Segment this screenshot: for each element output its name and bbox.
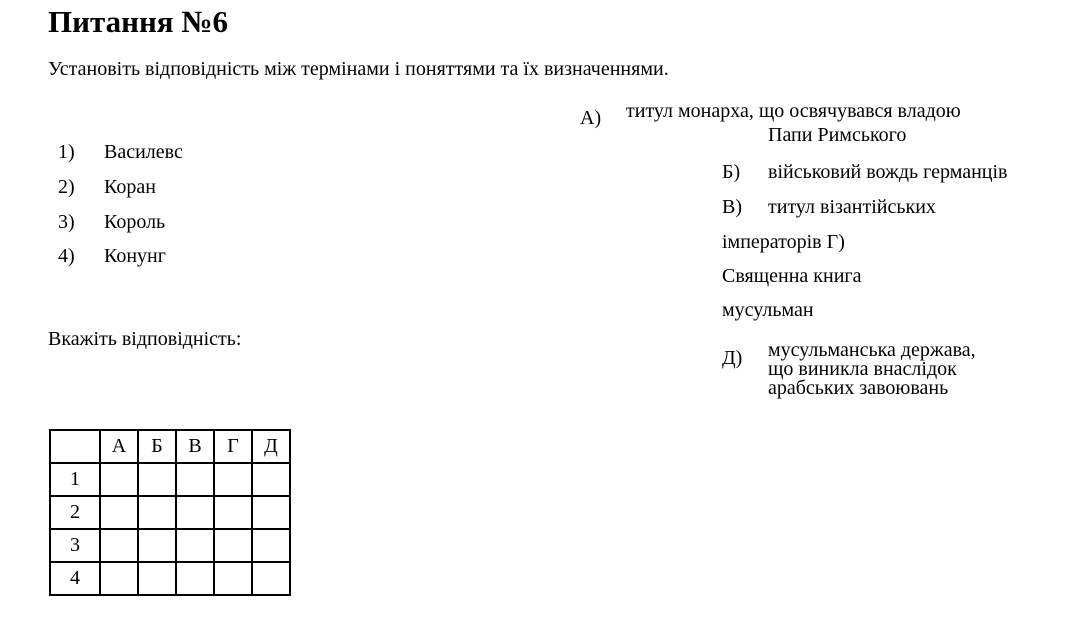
term-number: 4) — [58, 245, 75, 267]
answer-table-column-header: Г — [214, 430, 252, 463]
answer-cell[interactable] — [252, 463, 290, 496]
answer-cell[interactable] — [176, 496, 214, 529]
answer-table-row — [50, 562, 290, 595]
question-instruction: Установіть відповідність між термінами і поняттями та їх визначеннями. — [48, 58, 669, 80]
answer-table-row — [50, 529, 290, 562]
definition-line-muslims: мусульман — [722, 299, 814, 321]
definition-letter-d: Д) — [722, 347, 743, 369]
definition-letter-v: В) — [722, 196, 742, 218]
term-text: Коран — [104, 176, 156, 198]
term-number: 1) — [58, 141, 75, 163]
answer-cell[interactable] — [214, 529, 252, 562]
definition-a-line2: Папи Римського — [768, 124, 907, 146]
answer-cell[interactable] — [252, 562, 290, 595]
definition-d-line1: мусульманська держава, — [768, 339, 976, 361]
definition-line-imperators: імператорів Г) — [722, 231, 845, 253]
answer-cell[interactable] — [176, 529, 214, 562]
answer-table-column-header: В — [176, 430, 214, 463]
answer-table-row-header: 3 — [50, 529, 100, 562]
answer-cell[interactable] — [252, 496, 290, 529]
answer-label: Вкажіть відповідність: — [48, 328, 242, 350]
answer-cell[interactable] — [138, 463, 176, 496]
answer-table-row — [50, 496, 290, 529]
definition-d-line2: що виникла внаслідок — [768, 358, 957, 380]
definition-letter-a: А) — [580, 107, 602, 129]
answer-table-row-header: 4 — [50, 562, 100, 595]
answer-table-column-header: Д — [252, 430, 290, 463]
term-text: Конунг — [104, 245, 166, 267]
answer-cell[interactable] — [214, 496, 252, 529]
answer-table-row — [50, 463, 290, 496]
definition-v-text: титул візантійських — [768, 196, 936, 218]
term-number: 2) — [58, 176, 75, 198]
definition-b-text: військовий вождь германців — [768, 161, 1008, 183]
answer-table — [49, 429, 291, 596]
answer-table-row-header: 1 — [50, 463, 100, 496]
answer-cell[interactable] — [100, 463, 138, 496]
answer-cell[interactable] — [138, 562, 176, 595]
answer-cell[interactable] — [100, 496, 138, 529]
definition-line-book: Священна книга — [722, 265, 862, 287]
answer-table-column-header: А — [100, 430, 138, 463]
definition-a-line1: титул монарха, що освячувався владою — [626, 100, 961, 122]
answer-cell[interactable] — [214, 562, 252, 595]
answer-table-header-row — [50, 430, 290, 463]
answer-cell[interactable] — [100, 562, 138, 595]
answer-table-corner-cell — [50, 430, 100, 463]
answer-cell[interactable] — [100, 529, 138, 562]
answer-cell[interactable] — [214, 463, 252, 496]
answer-table-column-header: Б — [138, 430, 176, 463]
answer-cell[interactable] — [252, 529, 290, 562]
answer-cell[interactable] — [176, 463, 214, 496]
definition-d-line3: арабських завоювань — [768, 377, 949, 399]
answer-cell[interactable] — [176, 562, 214, 595]
term-number: 3) — [58, 211, 75, 233]
answer-table-row-header: 2 — [50, 496, 100, 529]
question-title: Питання №6 — [48, 4, 228, 39]
term-text: Василевс — [104, 141, 183, 163]
answer-cell[interactable] — [138, 496, 176, 529]
answer-cell[interactable] — [138, 529, 176, 562]
term-text: Король — [104, 211, 166, 233]
definition-letter-b: Б) — [722, 161, 741, 183]
